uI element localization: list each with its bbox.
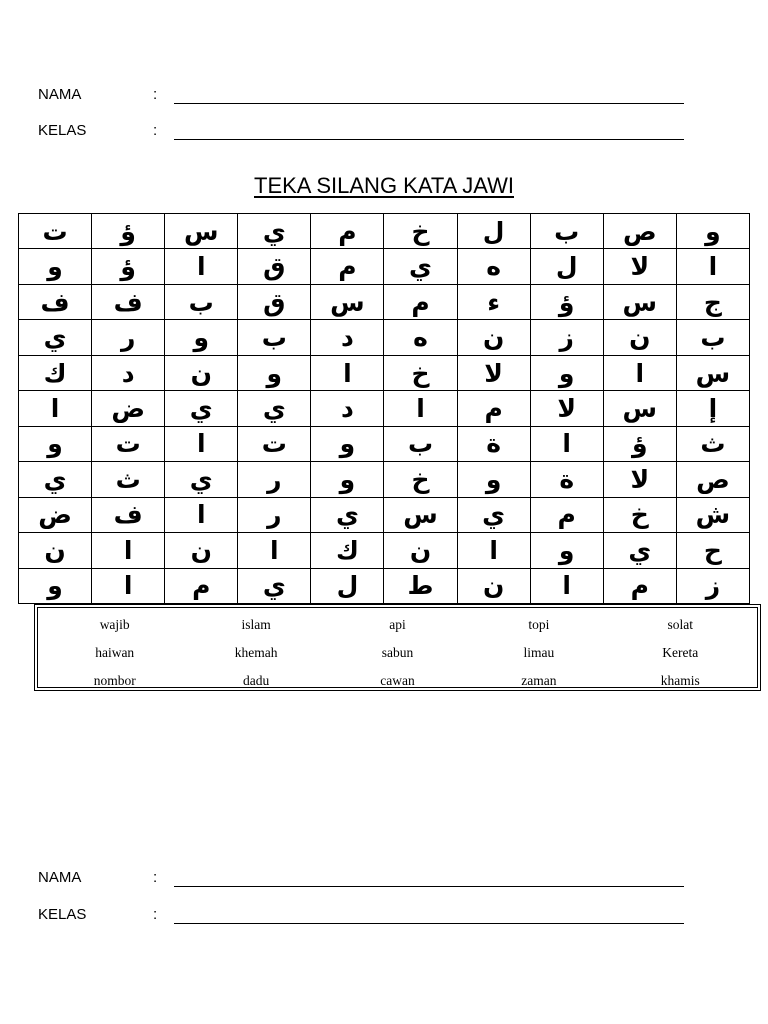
grid-cell[interactable]: لا bbox=[457, 355, 530, 390]
grid-cell[interactable]: ا bbox=[676, 249, 749, 284]
grid-cell[interactable]: ن bbox=[603, 320, 676, 355]
grid-cell[interactable]: ش bbox=[676, 497, 749, 532]
grid-cell[interactable]: س bbox=[165, 214, 238, 249]
grid-cell[interactable]: ي bbox=[384, 249, 457, 284]
word-item: nombor bbox=[93, 673, 136, 688]
word-item: dadu bbox=[242, 673, 270, 688]
grid-cell[interactable]: ي bbox=[238, 568, 311, 603]
name-blank-line bbox=[174, 886, 684, 887]
word-list-box bbox=[34, 604, 761, 691]
word-row bbox=[44, 667, 751, 695]
grid-cell[interactable]: إ bbox=[676, 391, 749, 426]
grid-cell[interactable]: ء bbox=[457, 284, 530, 319]
grid-cell[interactable]: ز bbox=[530, 320, 603, 355]
word-item: wajib bbox=[99, 617, 130, 632]
name-label: NAMA bbox=[38, 869, 82, 886]
grid-row bbox=[19, 355, 750, 390]
grid-cell[interactable]: ا bbox=[165, 249, 238, 284]
grid-cell[interactable]: ط bbox=[384, 568, 457, 603]
grid-cell[interactable]: ص bbox=[676, 462, 749, 497]
grid-cell[interactable]: و bbox=[457, 462, 530, 497]
grid-cell[interactable]: ب bbox=[530, 214, 603, 249]
grid-cell[interactable]: د bbox=[311, 320, 384, 355]
grid-cell[interactable]: ؤ bbox=[92, 249, 165, 284]
grid-row bbox=[19, 320, 750, 355]
class-colon: : bbox=[153, 906, 158, 923]
grid-cell[interactable]: ج bbox=[676, 284, 749, 319]
grid-cell[interactable]: و bbox=[530, 533, 603, 568]
grid-cell[interactable]: ت bbox=[238, 426, 311, 461]
grid-cell[interactable]: ا bbox=[165, 426, 238, 461]
grid-cell[interactable]: و bbox=[530, 355, 603, 390]
grid-cell[interactable]: ص bbox=[603, 214, 676, 249]
grid-row bbox=[19, 391, 750, 426]
grid-cell[interactable]: ف bbox=[92, 284, 165, 319]
class-blank-line bbox=[174, 923, 684, 924]
grid-cell[interactable]: س bbox=[603, 284, 676, 319]
grid-cell[interactable]: ب bbox=[238, 320, 311, 355]
grid-cell[interactable]: ت bbox=[92, 426, 165, 461]
grid-cell[interactable]: م bbox=[384, 284, 457, 319]
grid-cell[interactable]: لا bbox=[603, 462, 676, 497]
grid-cell[interactable]: م bbox=[603, 568, 676, 603]
grid-cell[interactable]: س bbox=[676, 355, 749, 390]
class-label: KELAS bbox=[38, 906, 87, 923]
page-title-wrap bbox=[0, 173, 768, 199]
word-item: limau bbox=[523, 645, 555, 660]
grid-cell[interactable]: و bbox=[676, 214, 749, 249]
grid-cell[interactable]: ث bbox=[92, 462, 165, 497]
grid-cell[interactable]: ث bbox=[676, 426, 749, 461]
grid-cell[interactable]: م bbox=[311, 249, 384, 284]
grid-cell[interactable]: ز bbox=[676, 568, 749, 603]
grid-cell[interactable]: ا bbox=[530, 568, 603, 603]
grid-cell[interactable]: ل bbox=[530, 249, 603, 284]
grid-cell[interactable]: ي bbox=[238, 214, 311, 249]
grid-cell[interactable]: ا bbox=[92, 568, 165, 603]
grid-row bbox=[19, 249, 750, 284]
grid-cell[interactable]: ل bbox=[311, 568, 384, 603]
grid-cell[interactable]: ة bbox=[457, 426, 530, 461]
grid-cell[interactable]: ؤ bbox=[92, 214, 165, 249]
grid-cell[interactable]: د bbox=[92, 355, 165, 390]
name-blank-line bbox=[174, 103, 684, 104]
grid-cell[interactable]: ر bbox=[92, 320, 165, 355]
word-item: cawan bbox=[380, 673, 415, 688]
grid-cell[interactable]: ر bbox=[238, 497, 311, 532]
grid-cell[interactable]: ن bbox=[19, 533, 92, 568]
grid-cell[interactable]: و bbox=[19, 249, 92, 284]
word-item: islam bbox=[241, 617, 271, 632]
grid-cell[interactable]: ك bbox=[311, 533, 384, 568]
grid-cell[interactable]: ا bbox=[603, 355, 676, 390]
grid-cell[interactable]: و bbox=[165, 320, 238, 355]
grid-cell[interactable]: ا bbox=[165, 497, 238, 532]
class-colon: : bbox=[153, 122, 158, 139]
grid-row bbox=[19, 284, 750, 319]
name-label: NAMA bbox=[38, 86, 82, 103]
word-item: Kereta bbox=[662, 645, 699, 660]
grid-cell[interactable]: ن bbox=[457, 320, 530, 355]
grid-cell[interactable]: م bbox=[530, 497, 603, 532]
grid-cell[interactable]: ن bbox=[165, 355, 238, 390]
grid-cell[interactable]: ي bbox=[311, 497, 384, 532]
grid-row bbox=[19, 568, 750, 603]
grid-cell[interactable]: ب bbox=[165, 284, 238, 319]
grid-cell[interactable]: ا bbox=[530, 426, 603, 461]
grid-cell[interactable]: ض bbox=[19, 497, 92, 532]
name-colon: : bbox=[153, 86, 158, 103]
page-title: TEKA SILANG KATA JAWI bbox=[254, 173, 514, 198]
class-blank-line bbox=[174, 139, 684, 140]
word-item: khemah bbox=[234, 645, 278, 660]
grid-cell[interactable]: ف bbox=[92, 497, 165, 532]
grid-row bbox=[19, 462, 750, 497]
grid-cell[interactable]: ت bbox=[19, 214, 92, 249]
grid-cell[interactable]: ا bbox=[238, 533, 311, 568]
grid-cell[interactable]: ي bbox=[603, 533, 676, 568]
grid-cell[interactable]: و bbox=[19, 568, 92, 603]
grid-cell[interactable]: ؤ bbox=[530, 284, 603, 319]
grid-cell[interactable]: ا bbox=[19, 391, 92, 426]
grid-cell[interactable]: ا bbox=[457, 533, 530, 568]
grid-cell[interactable]: ه bbox=[457, 249, 530, 284]
word-row bbox=[44, 611, 751, 639]
grid-cell[interactable]: خ bbox=[603, 497, 676, 532]
grid-cell[interactable]: ا bbox=[384, 391, 457, 426]
grid-cell[interactable]: خ bbox=[384, 214, 457, 249]
grid-cell[interactable]: م bbox=[165, 568, 238, 603]
grid-cell[interactable]: ا bbox=[92, 533, 165, 568]
grid-cell[interactable]: ا bbox=[311, 355, 384, 390]
grid-cell[interactable]: ق bbox=[238, 284, 311, 319]
grid-cell[interactable]: م bbox=[311, 214, 384, 249]
grid-cell[interactable]: خ bbox=[384, 355, 457, 390]
grid-cell[interactable]: س bbox=[311, 284, 384, 319]
word-item: zaman bbox=[521, 673, 557, 688]
grid-row bbox=[19, 533, 750, 568]
grid-cell[interactable]: و bbox=[19, 426, 92, 461]
grid-cell[interactable]: ف bbox=[19, 284, 92, 319]
grid-cell[interactable]: ه bbox=[384, 320, 457, 355]
word-item: haiwan bbox=[95, 645, 135, 660]
grid-cell[interactable]: ب bbox=[676, 320, 749, 355]
word-item: khamis bbox=[660, 673, 700, 688]
grid-cell[interactable]: ي bbox=[165, 462, 238, 497]
grid-cell[interactable]: ن bbox=[165, 533, 238, 568]
grid-cell[interactable]: ي bbox=[19, 462, 92, 497]
grid-cell[interactable]: و bbox=[238, 355, 311, 390]
grid-cell[interactable]: ي bbox=[165, 391, 238, 426]
grid-cell[interactable]: س bbox=[384, 497, 457, 532]
grid-cell[interactable]: ل bbox=[457, 214, 530, 249]
grid-cell[interactable]: خ bbox=[384, 462, 457, 497]
grid-cell[interactable]: ن bbox=[384, 533, 457, 568]
grid-cell[interactable]: س bbox=[603, 391, 676, 426]
grid-cell[interactable]: ة bbox=[530, 462, 603, 497]
word-item: topi bbox=[528, 617, 550, 632]
grid-cell[interactable]: ي bbox=[19, 320, 92, 355]
word-item: sabun bbox=[381, 645, 414, 660]
grid-cell[interactable]: ب bbox=[384, 426, 457, 461]
grid-row bbox=[19, 214, 750, 249]
grid-cell[interactable]: لا bbox=[530, 391, 603, 426]
grid-cell[interactable]: لا bbox=[603, 249, 676, 284]
grid-cell[interactable]: ك bbox=[19, 355, 92, 390]
name-colon: : bbox=[153, 869, 158, 886]
grid-cell[interactable]: ض bbox=[92, 391, 165, 426]
word-item: solat bbox=[667, 617, 694, 632]
grid-cell[interactable]: ح bbox=[676, 533, 749, 568]
grid-cell[interactable]: ؤ bbox=[603, 426, 676, 461]
grid-cell[interactable]: د bbox=[311, 391, 384, 426]
grid-cell[interactable]: م bbox=[457, 391, 530, 426]
class-label: KELAS bbox=[38, 122, 87, 139]
grid-cell[interactable]: ي bbox=[457, 497, 530, 532]
grid-cell[interactable]: ي bbox=[238, 391, 311, 426]
letter-grid bbox=[18, 213, 750, 604]
word-row bbox=[44, 639, 751, 667]
grid-cell[interactable]: و bbox=[311, 426, 384, 461]
grid-cell[interactable]: ر bbox=[238, 462, 311, 497]
word-list bbox=[44, 611, 751, 695]
grid-cell[interactable]: ن bbox=[457, 568, 530, 603]
word-item: api bbox=[389, 617, 406, 632]
grid-cell[interactable]: ق bbox=[238, 249, 311, 284]
grid-row bbox=[19, 497, 750, 532]
grid-row bbox=[19, 426, 750, 461]
grid-cell[interactable]: و bbox=[311, 462, 384, 497]
